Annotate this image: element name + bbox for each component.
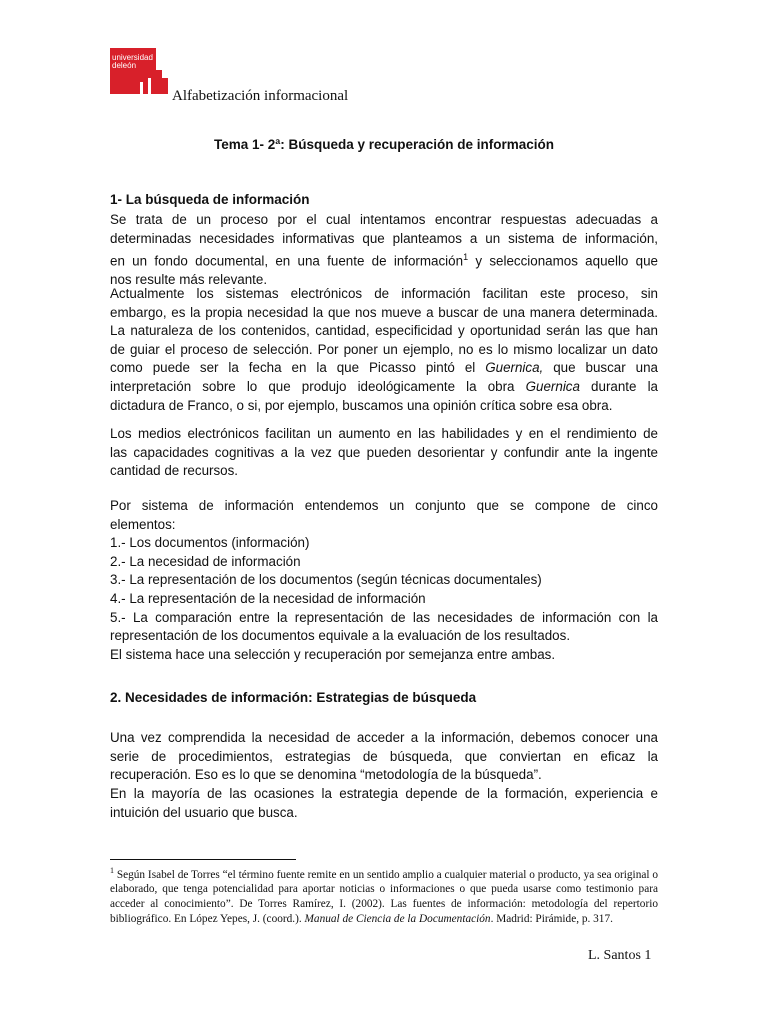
document-title: Tema 1- 2ª: Búsqueda y recuperación de información <box>213 137 555 152</box>
section2-paragraph1 <box>110 729 658 785</box>
text-line: dictadura de Franco, o si, por ejemplo, buscamos una opinión crítica sobre esa obra. <box>110 397 613 413</box>
footnote-text: Según Isabel de Torres “el término fuente remite en un sentido amplio a cualquier material o producto, ya sea original o elaborado, que tenga potencialidad para aportar noticias o informaciones o que pueda usarse como testimonio para acceder al conocimiento”. De Torres Ramírez, I. (2002). Las fuentes de información: metodología del repertorio bibliográfico. En López Yepes, J. (coord.). <box>110 868 658 925</box>
text-line: intuición del usuario que busca. <box>110 804 298 820</box>
footnote-separator <box>110 859 296 860</box>
section1-paragraph3 <box>110 425 658 481</box>
footnote-text-end: . Madrid: Pirámide, p. 317. <box>490 912 613 925</box>
text-segment: como puede ser la fecha en la que Picasso pintó el <box>110 360 486 376</box>
logo-text-line1: universidad <box>112 53 153 62</box>
section1-paragraph2 <box>110 285 658 415</box>
text-line: Se trata de un proceso por el cual intentamos encontrar respuestas adecuadas a <box>110 212 658 227</box>
text-line: elementos: <box>110 516 176 532</box>
closing-line: El sistema hace una selección y recuperación por semejanza entre ambas. <box>110 646 556 662</box>
italic-title: Guernica, <box>485 360 544 376</box>
text-line: La naturaleza de los contenidos, cantidad, especificidad y oportunidad serán las que han <box>110 323 658 339</box>
section2-paragraph2 <box>110 785 658 822</box>
text-segment: y seleccionamos aquello que <box>468 253 658 269</box>
section2-heading: 2. Necesidades de información: Estrategias de búsqueda <box>110 690 477 705</box>
text-line <box>110 248 658 271</box>
text-line: Los medios electrónicos facilitan un aumento en las habilidades y en el rendimiento de <box>110 426 658 441</box>
list-item: 2.- La necesidad de información <box>110 553 301 569</box>
list-item: representación de los documentos equivale a la evaluación de los resultados. <box>110 628 571 644</box>
text-line: determinadas necesidades informativas que planteamos a un sistema de información, <box>110 230 658 246</box>
section1-paragraph1 <box>110 211 658 290</box>
footnote-book-title: Manual de Ciencia de la Documentación <box>304 912 491 925</box>
text-line: embargo, es la propia necesidad la que nos mueve a buscar de una manera determinada. <box>110 304 658 320</box>
text-segment: en un fondo documental, en una fuente de información <box>110 253 464 269</box>
list-item: 1.- Los documentos (información) <box>110 535 310 551</box>
text-segment: que buscar una <box>543 360 658 376</box>
footnote-mark: 1 <box>110 866 114 875</box>
university-logo <box>110 48 168 94</box>
text-line: cantidad de recursos. <box>110 463 239 479</box>
logo-text-line2: deleón <box>112 61 137 70</box>
text-line: En la mayoría de las ocasiones la estrategia depende de la formación, experiencia e <box>110 786 658 801</box>
text-line <box>110 378 658 397</box>
footnote <box>110 864 658 926</box>
page-number: L. Santos 1 <box>588 948 652 963</box>
text-line: nos resulte más relevante. <box>110 272 268 288</box>
text-line: las capacidades cognitivas a la vez que pueden desorientar y confundir ante la ingente <box>110 444 658 460</box>
section1-heading: 1- La búsqueda de información <box>110 192 310 207</box>
list-item: 5.- La comparación entre la representación de las necesidades de información con la <box>110 609 658 625</box>
text-line: recuperación. Eso es lo que se denomina “metodología de la búsqueda”. <box>110 767 542 783</box>
footnote-reference: 1 <box>463 252 469 263</box>
section1-paragraph4 <box>110 497 658 664</box>
text-line: Actualmente los sistemas electrónicos de información facilitan este proceso, sin <box>110 286 658 301</box>
text-line: serie de procedimientos, estrategias de búsqueda, que conviertan en eficaz la <box>110 748 658 764</box>
list-item: 3.- La representación de los documentos (según técnicas documentales) <box>110 572 542 588</box>
text-line: Una vez comprendida la necesidad de acceder a la información, debemos conocer una <box>110 730 658 745</box>
text-segment: interpretación sobre lo que produjo ideológicamente la obra <box>110 378 526 394</box>
text-line: Por sistema de información entendemos un conjunto que se compone de cinco <box>110 498 658 513</box>
italic-title: Guernica <box>525 378 580 394</box>
text-segment: durante la <box>579 378 658 394</box>
text-line <box>110 359 658 378</box>
text-line: de guiar el proceso de selección. Por poner un ejemplo, no es lo mismo localizar un dato <box>110 341 658 357</box>
header-title: Alfabetización informacional <box>172 88 349 104</box>
list-item: 4.- La representación de la necesidad de información <box>110 590 426 606</box>
